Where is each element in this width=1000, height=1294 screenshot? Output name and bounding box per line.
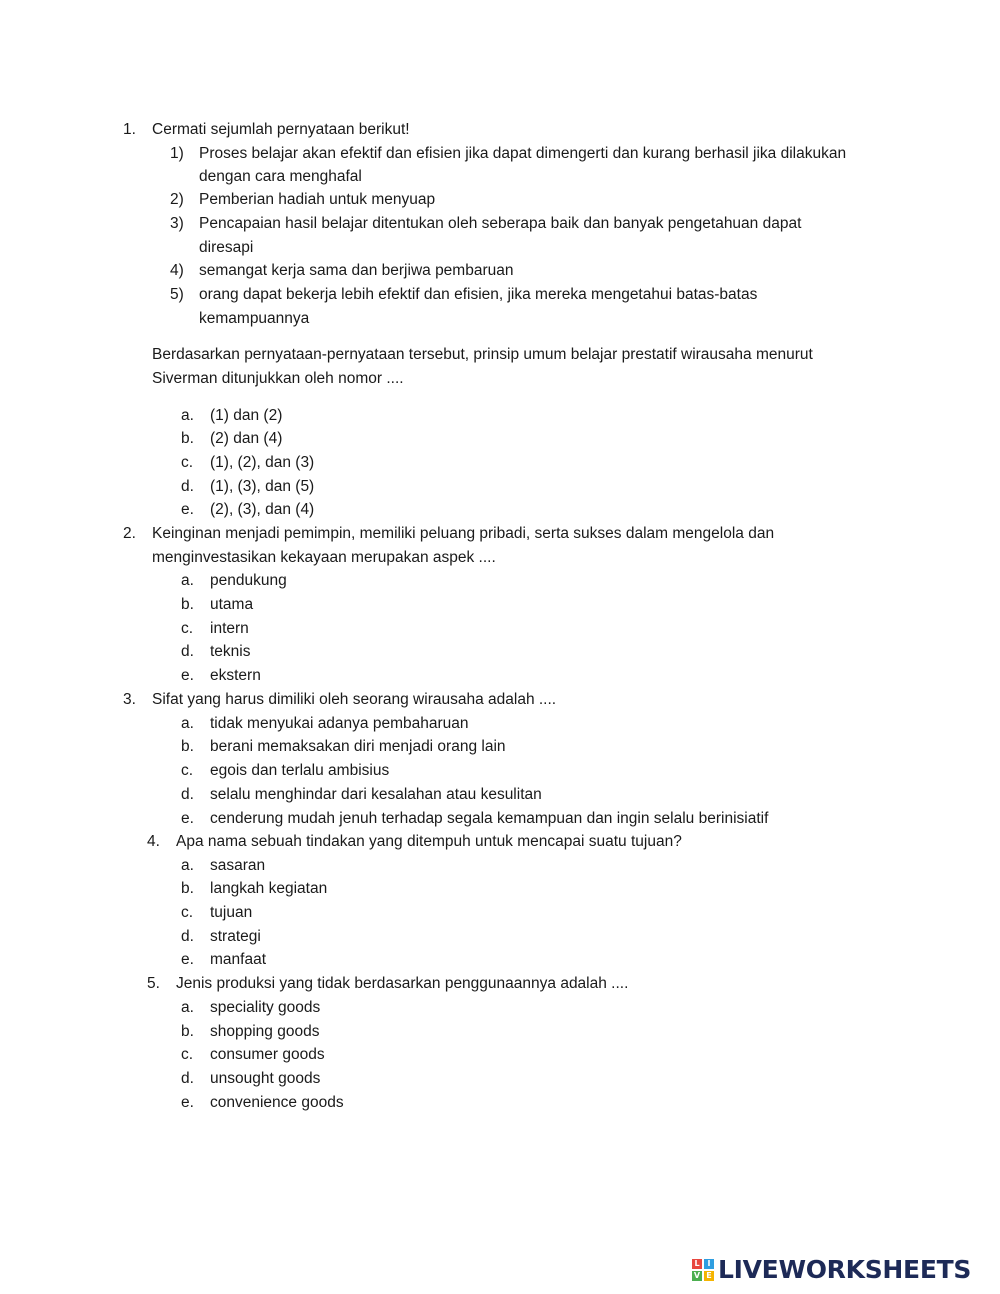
- question-prompt: Berdasarkan pernyataan-pernyataan tersebut, prinsip umum belajar prestatif wirausaha menurut: [152, 346, 813, 363]
- option-letter: b.: [181, 880, 194, 897]
- option-text[interactable]: unsought goods: [210, 1070, 321, 1087]
- option-letter: e.: [181, 810, 194, 827]
- option-text[interactable]: convenience goods: [210, 1094, 344, 1111]
- option-letter: a.: [181, 407, 194, 424]
- option-letter: d.: [181, 928, 194, 945]
- logo-cubes-icon: [692, 1259, 714, 1281]
- option-text[interactable]: egois dan terlalu ambisius: [210, 762, 390, 779]
- option-text[interactable]: strategi: [210, 928, 261, 945]
- question-number: 1.: [123, 121, 136, 138]
- question-text: Jenis produksi yang tidak berdasarkan penggunaannya adalah ....: [176, 975, 629, 992]
- option-letter: d.: [181, 478, 194, 495]
- statement-text: Proses belajar akan efektif dan efisien jika dapat dimengerti dan kurang berhasil jika dilakukan: [199, 145, 847, 162]
- statement-text: orang dapat bekerja lebih efektif dan efisien, jika mereka mengetahui batas-batas: [199, 286, 758, 303]
- statement-text: Pencapaian hasil belajar ditentukan oleh seberapa baik dan banyak pengetahuan dapat: [199, 215, 802, 232]
- liveworksheets-logo: [692, 1256, 971, 1284]
- question-number: 2.: [123, 525, 136, 542]
- option-letter: a.: [181, 572, 194, 589]
- statement-text: kemampuannya: [199, 310, 310, 327]
- option-letter: d.: [181, 1070, 194, 1087]
- option-text[interactable]: shopping goods: [210, 1023, 320, 1040]
- question-text: Cermati sejumlah pernyataan berikut!: [152, 121, 410, 138]
- option-text[interactable]: (1), (3), dan (5): [210, 478, 315, 495]
- option-letter: c.: [181, 620, 194, 637]
- statement-number: 2): [170, 191, 184, 208]
- statement-number: 4): [170, 262, 184, 279]
- option-text[interactable]: tujuan: [210, 904, 253, 921]
- option-text[interactable]: tidak menyukai adanya pembaharuan: [210, 715, 469, 732]
- statement-text: dengan cara menghafal: [199, 168, 362, 185]
- option-letter: c.: [181, 1046, 194, 1063]
- option-letter: c.: [181, 454, 194, 471]
- option-letter: a.: [181, 999, 194, 1016]
- logo-cube: V: [693, 1271, 701, 1280]
- statement-number: 5): [170, 286, 184, 303]
- option-letter: d.: [181, 643, 194, 660]
- option-letter: a.: [181, 857, 194, 874]
- question-text: menginvestasikan kekayaan merupakan aspek ....: [152, 549, 496, 566]
- statement-text: diresapi: [199, 239, 254, 256]
- option-letter: c.: [181, 762, 194, 779]
- option-text[interactable]: consumer goods: [210, 1046, 325, 1063]
- statement-number: 1): [170, 145, 184, 162]
- option-letter: c.: [181, 904, 194, 921]
- option-letter: d.: [181, 786, 194, 803]
- option-letter: b.: [181, 430, 194, 447]
- option-text[interactable]: intern: [210, 620, 249, 637]
- option-text[interactable]: pendukung: [210, 572, 287, 589]
- option-letter: b.: [181, 738, 194, 755]
- question-text: Keinginan menjadi pemimpin, memiliki peluang pribadi, serta sukses dalam mengelola dan: [152, 525, 775, 542]
- question-text: Sifat yang harus dimiliki oleh seorang wirausaha adalah ....: [152, 691, 557, 708]
- option-text[interactable]: cenderung mudah jenuh terhadap segala kemampuan dan ingin selalu berinisiatif: [210, 810, 769, 827]
- option-text[interactable]: (2), (3), dan (4): [210, 501, 315, 518]
- question-prompt: Siverman ditunjukkan oleh nomor ....: [152, 370, 404, 387]
- logo-cube: L: [692, 1259, 702, 1269]
- option-letter: e.: [181, 667, 194, 684]
- option-text[interactable]: (2) dan (4): [210, 430, 283, 447]
- logo-text: LIVEWORKSHEETS: [718, 1255, 972, 1284]
- logo-cube: E: [704, 1271, 714, 1281]
- question-number: 4.: [147, 833, 160, 850]
- option-text[interactable]: (1) dan (2): [210, 407, 283, 424]
- option-letter: e.: [181, 501, 194, 518]
- option-text[interactable]: teknis: [210, 643, 251, 660]
- logo-cube: I: [704, 1259, 714, 1269]
- option-letter: a.: [181, 715, 194, 732]
- option-text[interactable]: ekstern: [210, 667, 261, 684]
- option-text[interactable]: manfaat: [210, 951, 267, 968]
- statement-number: 3): [170, 215, 184, 232]
- question-number: 5.: [147, 975, 160, 992]
- option-text[interactable]: (1), (2), dan (3): [210, 454, 315, 471]
- statement-text: Pemberian hadiah untuk menyuap: [199, 191, 436, 208]
- question-text: Apa nama sebuah tindakan yang ditempuh untuk mencapai suatu tujuan?: [176, 833, 682, 850]
- option-text[interactable]: langkah kegiatan: [210, 880, 328, 897]
- option-text[interactable]: sasaran: [210, 857, 266, 874]
- option-letter: e.: [181, 1094, 194, 1111]
- option-letter: b.: [181, 1023, 194, 1040]
- option-text[interactable]: utama: [210, 596, 254, 613]
- question-number: 3.: [123, 691, 136, 708]
- statement-text: semangat kerja sama dan berjiwa pembaruan: [199, 262, 514, 279]
- option-text[interactable]: berani memaksakan diri menjadi orang lain: [210, 738, 506, 755]
- option-letter: b.: [181, 596, 194, 613]
- option-letter: e.: [181, 951, 194, 968]
- option-text[interactable]: speciality goods: [210, 999, 321, 1016]
- option-text[interactable]: selalu menghindar dari kesalahan atau kesulitan: [210, 786, 542, 803]
